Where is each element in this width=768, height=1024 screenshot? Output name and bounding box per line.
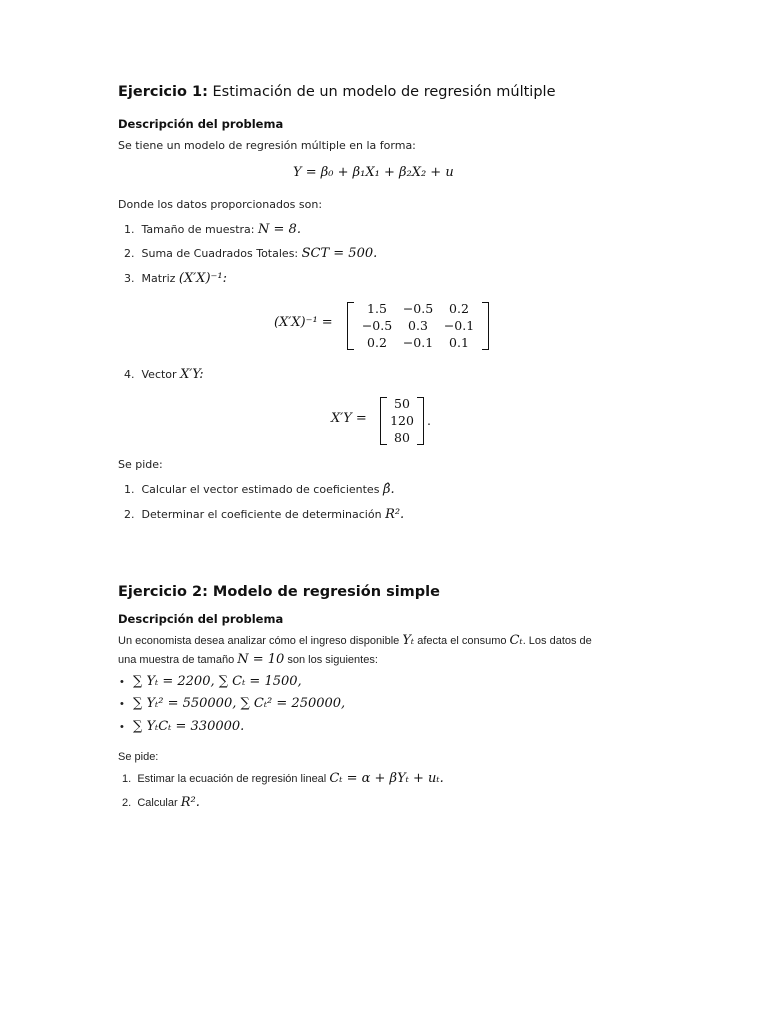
task-number: 2.: [124, 508, 135, 521]
exercise-1-task: [124, 482, 395, 497]
task-math: Cₜ = α + βYₜ + uₜ.: [329, 771, 444, 786]
exercise-2-subtitle: Descripción del problema: [118, 612, 284, 626]
exercise-1-item: [124, 222, 301, 237]
task-text: Estimar la ecuación de regresión lineal: [137, 773, 330, 785]
matrix-cell: 0.2: [449, 301, 469, 316]
exercise-1-data-intro: Donde los datos proporcionados son:: [118, 198, 323, 211]
matrix-cell: −0.5: [361, 318, 393, 333]
item-text: Vector: [141, 368, 181, 381]
intro-text: afecta el consumo: [414, 635, 510, 647]
exercise-1-model-equation: Y = β₀ + β₁X₁ + β₂X₂ + u: [293, 165, 454, 180]
item-number: 1.: [124, 223, 135, 236]
matrix-cell: 0.2: [367, 335, 387, 350]
vector-suffix: .: [427, 413, 431, 428]
intro-text: Un economista desea analizar cómo el ingreso disponible: [118, 635, 403, 647]
task-math: R².: [385, 507, 405, 522]
exercise-2-task: [122, 771, 444, 786]
exercise-1-title: [118, 84, 556, 100]
bullet-dot: •: [120, 721, 124, 733]
bullet-dot: •: [120, 676, 124, 688]
exercise-1-subtitle: Descripción del problema: [118, 117, 284, 131]
left-bracket: [380, 397, 387, 445]
task-math: R².: [180, 795, 200, 810]
matrix-grid: [354, 301, 482, 350]
task-text: Calcular: [137, 797, 181, 809]
matrix-cell: 0.1: [449, 335, 469, 350]
vector-cell: 80: [394, 430, 410, 445]
matrix-label: (X′X)⁻¹ =: [274, 315, 333, 330]
exercise-1-ask: Se pide:: [118, 458, 163, 471]
intro-math: Cₜ: [509, 633, 523, 648]
task-number: 1.: [122, 773, 132, 785]
exercise-2-bullet: [120, 719, 244, 734]
intro-math: Yₜ: [402, 633, 415, 648]
task-math: β̂.: [382, 482, 395, 497]
exercise-1-item: [124, 246, 377, 261]
task-text: Determinar el coeficiente de determinación: [141, 508, 386, 521]
intro-text: una muestra de tamaño: [118, 654, 238, 666]
exercise-1-title-label: Ejercicio 1:: [118, 84, 208, 100]
item-number: 4.: [124, 368, 135, 381]
exercise-1-item: [124, 271, 227, 286]
item-number: 3.: [124, 272, 135, 285]
intro-math: N = 10: [237, 652, 285, 667]
exercise-2-bullet: [120, 674, 302, 689]
item-math: N = 8.: [258, 222, 301, 237]
bullet-math: ∑ YₜCₜ = 330000.: [133, 719, 245, 734]
vector-cell: 50: [394, 396, 410, 411]
exercise-2-ask: Se pide:: [118, 751, 159, 763]
exercise-2-task: [122, 795, 200, 810]
inverse-matrix: [347, 301, 489, 350]
item-text: Suma de Cuadrados Totales:: [141, 247, 302, 260]
matrix-cell: −0.1: [443, 318, 475, 333]
exercise-2-title: Ejercicio 2: Modelo de regresión simple: [118, 584, 440, 600]
exercise-2-bullet: [120, 696, 345, 711]
vector-cell: 120: [390, 413, 414, 428]
bullet-math: ∑ Yₜ = 2200, ∑ Cₜ = 1500,: [133, 674, 302, 689]
matrix-cell: 1.5: [367, 301, 387, 316]
task-text: Calcular el vector estimado de coeficientes: [141, 483, 383, 496]
intro-text: . Los datos de: [522, 635, 592, 647]
exercise-1-item: [124, 367, 204, 382]
left-bracket: [347, 302, 354, 350]
vector-grid: [387, 396, 417, 445]
bullet-dot: •: [120, 698, 124, 710]
exercise-2-intro-line-2: [118, 652, 378, 667]
exercise-1-title-text: Estimación de un modelo de regresión múltiple: [207, 84, 556, 100]
item-text: Matriz: [141, 272, 179, 285]
item-math: SCT = 500.: [301, 246, 378, 261]
intro-text: son los siguientes:: [284, 654, 378, 666]
right-bracket: [417, 397, 424, 445]
vector-label: X′Y =: [331, 411, 367, 426]
matrix-cell: −0.5: [402, 301, 434, 316]
matrix-cell: 0.3: [408, 318, 428, 333]
bullet-math: ∑ Yₜ² = 550000, ∑ Cₜ² = 250000,: [133, 696, 346, 711]
matrix-cell: −0.1: [402, 335, 434, 350]
task-number: 2.: [122, 797, 132, 809]
item-math: (X′X)⁻¹:: [178, 271, 227, 286]
xy-vector: [380, 396, 431, 445]
right-bracket: [482, 302, 489, 350]
item-math: X′Y:: [180, 367, 204, 382]
exercise-1-intro: Se tiene un modelo de regresión múltiple en la forma:: [118, 139, 416, 152]
task-number: 1.: [124, 483, 135, 496]
item-number: 2.: [124, 247, 135, 260]
item-text: Tamaño de muestra:: [141, 223, 259, 236]
exercise-2-intro-line-1: [118, 633, 592, 648]
exercise-1-task: [124, 507, 404, 522]
